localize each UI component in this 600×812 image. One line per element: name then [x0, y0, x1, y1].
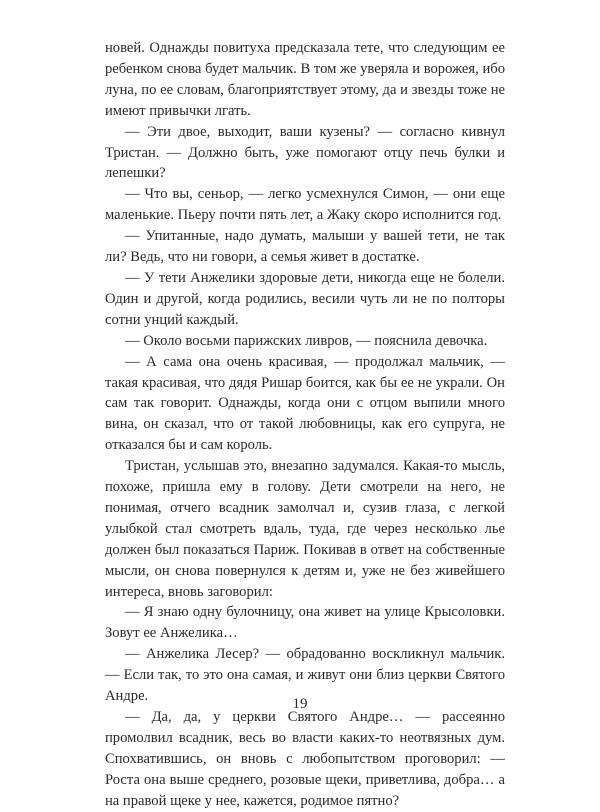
paragraph-2: — Эти двое, выходит, ваши кузены? — согласно кивнул Тристан. — Должно быть, уже помогают отцу печь булки и лепешки? [105, 123, 505, 182]
paragraph-6: — Около восьми парижских ливров, — пояснила девочка. [125, 332, 488, 349]
paragraph-10: — Анжелика Лесер? — обрадованно воскликнул мальчик. — Если так, то это она самая, и живут они близ церкви Святого Андре. [105, 646, 505, 705]
page-number: 19 [292, 696, 308, 712]
paragraph-11: — Да, да, у церкви Святого Андре… — рассеянно промолвил всадник, весь во власти каких-то неотвязных дум. Спохватившись, он вновь с любопытством проговорил: — Роста она выше среднего, розовые щеки, приветлива, добра… а на правой щеке у нее, кажется, родимое пятно? [105, 709, 505, 809]
paragraph-1: новей. Однажды повитуха предсказала тете, что следующим ее ребенком снова будет мальчик. В том же уверяла и ворожея, ибо луна, по ее словам, благоприятствует этому, да и звезды тоже не имеют привычки лгать. [105, 40, 505, 119]
paragraph-9: — Я знаю одну булочницу, она живет на улице Крысоловки. Зовут ее Анжелика… [105, 604, 505, 642]
paragraph-3: — Что вы, сеньор, — легко усмехнулся Симон, — они еще маленькие. Пьеру почти пять лет, а Жаку скоро исполнится год. [105, 186, 505, 224]
paragraph-5: — У тети Анжелики здоровые дети, никогда еще не болели. Один и другой, когда родились, весили чуть ли не по полторы сотни унций каждый. [105, 269, 505, 328]
paragraph-4: — Упитанные, надо думать, малыши у вашей тети, не так ли? Ведь, что ни говори, а семья живет в достатке. [105, 228, 505, 266]
paragraph-8: Тристан, услышав это, внезапно задумался. Какая-то мысль, похоже, пришла ему в голову. Дети смотрели на него, не понимая, отчего всадник замолчал и, сузив глаза, с легкой улыбкой стал смотреть вдаль, туда, где через несколько лье должен был показаться Париж. Покивав в ответ на собственные мысли, он снова повернулся к детям и, уже не без живейшего интереса, вновь заговорил: [105, 458, 505, 600]
paragraph-7: — А сама она очень красивая, — продолжал мальчик, — такая красивая, что дядя Ришар боится, как бы ее не украли. Он сам так говорит. Однажды, когда они с отцом выпили много вина, он сказал, что от такой любовницы, как его супруга, не отказался бы и сам король. [105, 353, 505, 454]
